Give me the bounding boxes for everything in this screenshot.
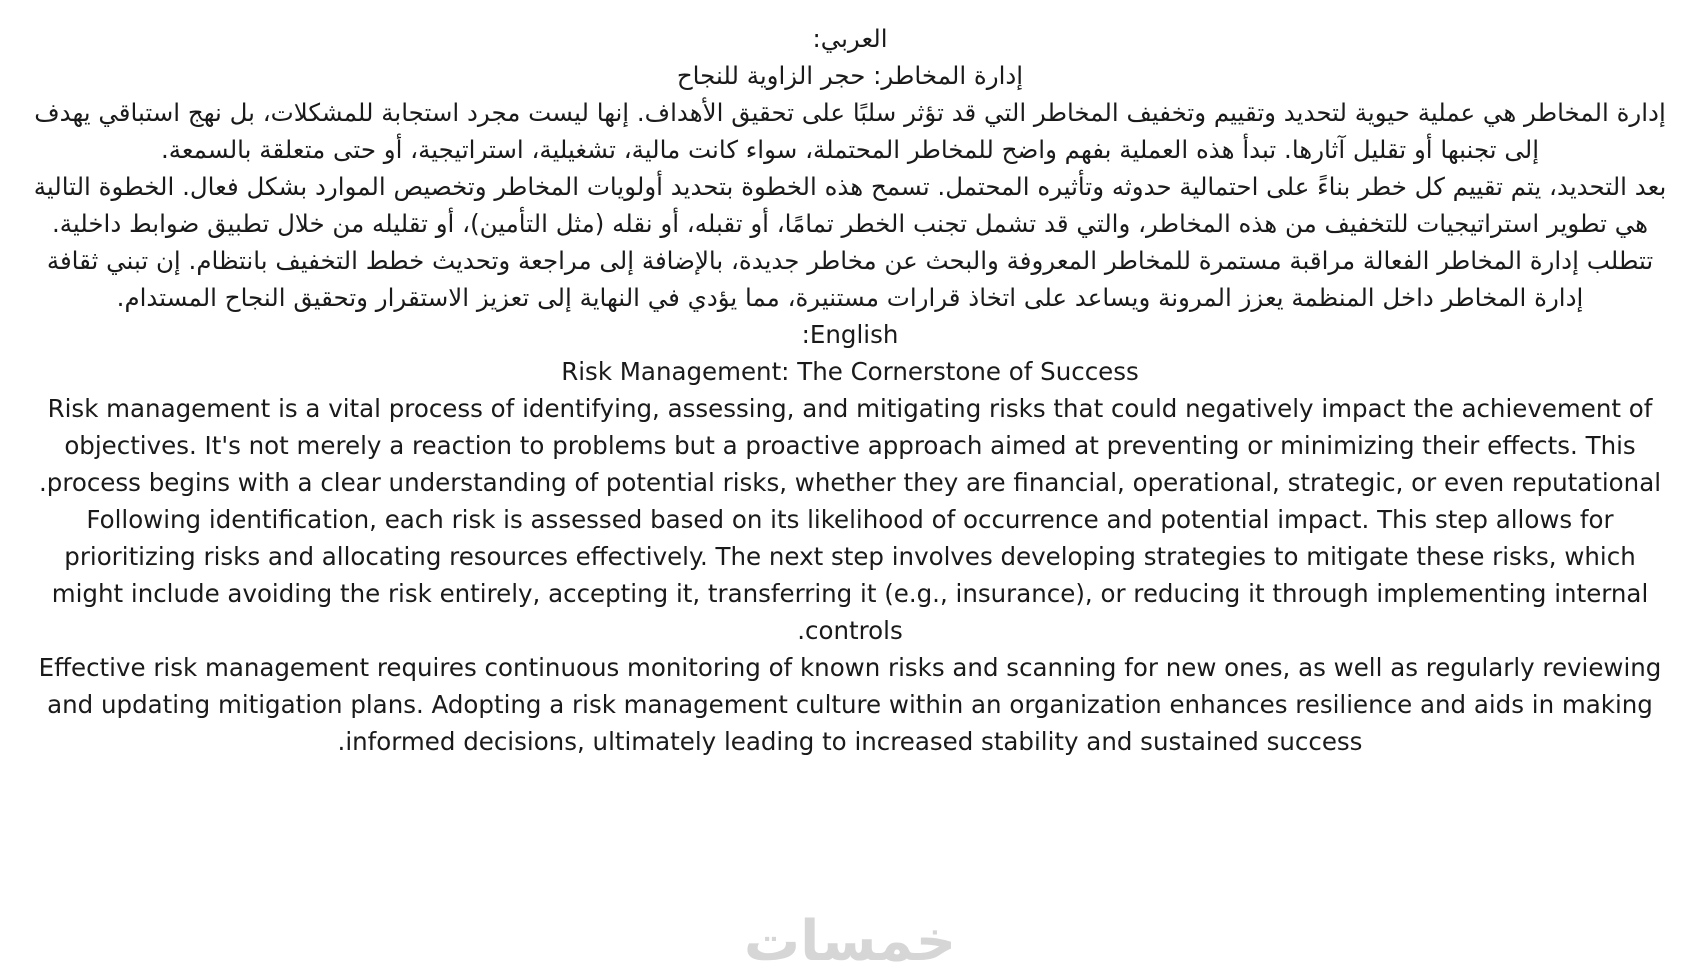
arabic-paragraph: بعد التحديد، يتم تقييم كل خطر بناءً على احتمالية حدوثه وتأثيره المحتمل. تسمح هذه الخطوة بتحديد أولويات المخاطر وتخصيص الموارد بشكل فعال. الخطوة التالية هي تطوير استراتيجيات للتخفيف من هذه المخاطر، والتي قد تشمل تجنب الخطر تمامًا، أو تقبله، أو نقله (مثل التأمين)، أو تقليله من خلال تطبيق ضوابط داخلية. xyxy=(33,172,1667,238)
english-paragraph: Effective risk management requires continuous monitoring of known risks and scanning for new ones, as well as regularly reviewing and updating mitigation plans. Adopting a risk management culture within an organization enhances resilience and aids in making informed decisions, ultimately leading to increased stability and sustained success. xyxy=(38,653,1662,756)
english-heading: English: xyxy=(801,320,899,349)
english-paragraph: Risk management is a vital process of identifying, assessing, and mitigating risks that could negatively impact the achievement of objectives. It's not merely a reaction to problems but a proactive approach aimed at preventing or minimizing their effects. This process begins with a clear understanding of potential risks, whether they are financial, operational, strategic, or even reputational. xyxy=(38,394,1662,497)
watermark-logo: خمسات xyxy=(743,909,957,974)
arabic-heading: العربي: xyxy=(812,24,888,53)
arabic-title: إدارة المخاطر: حجر الزاوية للنجاح xyxy=(676,61,1024,90)
arabic-paragraph: إدارة المخاطر هي عملية حيوية لتحديد وتقييم وتخفيف المخاطر التي قد تؤثر سلبًا على تحقيق الأهداف. إنها ليست مجرد استجابة للمشكلات، بل نهج استباقي يهدف إلى تجنبها أو تقليل آثارها. تبدأ هذه العملية بفهم واضح للمخاطر المحتملة، سواء كانت مالية، تشغيلية، استراتيجية، أو حتى متعلقة بالسمعة. xyxy=(34,98,1666,164)
arabic-paragraph: تتطلب إدارة المخاطر الفعالة مراقبة مستمرة للمخاطر المعروفة والبحث عن مخاطر جديدة، بالإضافة إلى مراجعة وتحديث خطط التخفيف بانتظام. إن تبني ثقافة إدارة المخاطر داخل المنظمة يعزز المرونة ويساعد على اتخاذ قرارات مستنيرة، مما يؤدي في النهاية إلى تعزيز الاستقرار وتحقيق النجاح المستدام. xyxy=(46,246,1654,312)
document-body xyxy=(30,20,1670,760)
english-title: Risk Management: The Cornerstone of Success xyxy=(561,357,1139,386)
english-paragraph: Following identification, each risk is assessed based on its likelihood of occurrence and potential impact. This step allows for prioritizing risks and allocating resources effectively. The next step involves developing strategies to mitigate these risks, which might include avoiding the risk entirely, accepting it, transferring it (e.g., insurance), or reducing it through implementing internal controls. xyxy=(51,505,1649,645)
